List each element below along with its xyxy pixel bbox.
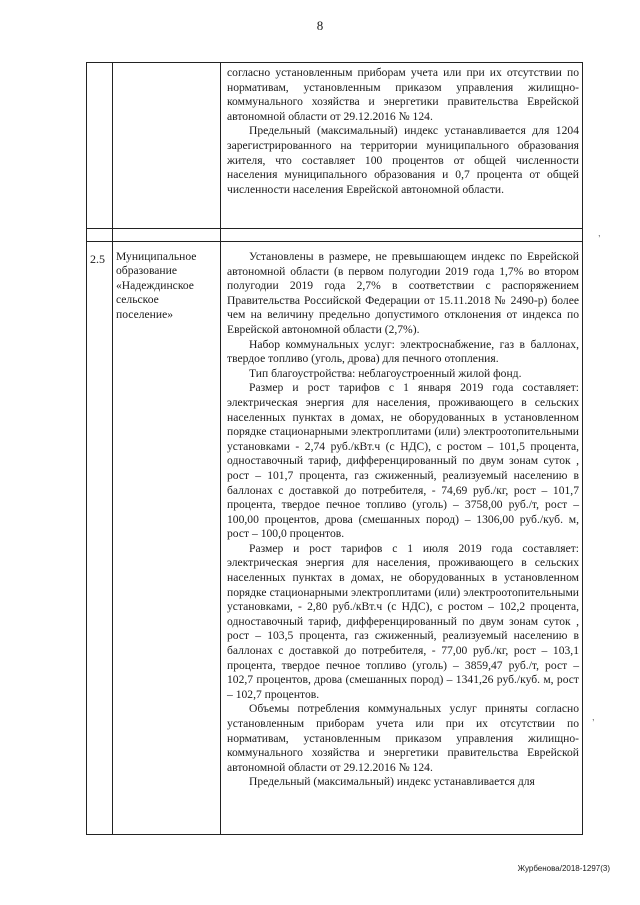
table-row <box>87 63 583 229</box>
paragraph: Набор коммунальных услуг: электроснабжение, газ в баллонах, твердое топливо (уголь, дрова) для печного отопления. <box>227 337 579 366</box>
row-number-cell <box>87 63 113 229</box>
paragraph: Предельный (максимальный) индекс устанавливается для <box>249 775 535 789</box>
paragraph: Тип благоустройства: неблагоустроенный жилой фонд. <box>249 366 522 380</box>
paragraph: Установлены в размере, не превышающем индекс по Еврейской автономной области (в первом полугодии 2019 года 1,7% во втором полугодии 2019 года 2,7% в соответствии с распоряжением Правительства Российской Федерации от 15.11.2018 № 2490-р) более чем на величину предельно допустимого отклонения от индекса по Еврейской автономной области (2,7%). <box>227 250 579 336</box>
row-number-cell: 2.5 <box>87 242 113 835</box>
paragraph: Предельный (максимальный) индекс устанавливается для 1204 зарегистрированного на территории муниципального образования жителя, что составляет 100 процентов от общей численности населения муниципального образования и 0,7 процента от общей численности населения Еврейской автономной области. <box>227 124 579 196</box>
page-number: 8 <box>316 18 324 33</box>
row-name-cell <box>113 63 221 229</box>
tariff-table <box>86 62 583 835</box>
margin-speck: , <box>598 228 601 238</box>
table-row-separator <box>87 229 583 242</box>
municipality-name-cell: Муниципальное образование «Надеждинское сельское поселение» <box>113 242 221 835</box>
paragraph: Объемы потребления коммунальных услуг приняты согласно установленным приборам учета или при их отсутствии по нормативам, установленным приказом управления жилищно-коммунального хозяйства и энергетики правительства Еврейской автономной области от 29.12.2016 № 124. <box>227 702 579 774</box>
row-text-cell <box>221 63 583 229</box>
paragraph: согласно установленным приборам учета или при их отсутствии по нормативам, установленным приказом управления жилищно-коммунального хозяйства и энергетики правительства Еврейской автономной области от 29.12.2016 № 124. <box>227 66 579 123</box>
paragraph: Размер и рост тарифов с 1 июля 2019 года составляет: электрическая энергия для населения, проживающего в сельских населенных пунктах в домах, не оборудованных в установленном порядке стационарными электроплитами (или) электроотопительными установками, - 2,80 руб./кВт.ч (с НДС), с ростом – 102,2 процента, одноставочный тариф, дифференцированный по двум зонам суток , рост – 103,5 процента, газ сжиженный, реализуемый населению в баллонах с доставкой до потребителя, - 77,00 руб./кг, рост – 103,1 процента, твердое печное топливо (уголь) – 3859,47 руб./т, рост – 102,7 процентов, дрова (смешанных пород) – 1341,26 руб./куб. м, рост – 102,7 процентов. <box>227 541 579 701</box>
document-footer-code: Журбенова/2018-1297(3) <box>517 864 610 873</box>
row-text-cell <box>221 242 583 835</box>
paragraph: Размер и рост тарифов с 1 января 2019 года составляет: электрическая энергия для населения, проживающего в сельских населенных пунктах в домах, не оборудованных в установленном порядке стационарными электроплитами (или) электроотопительными установками - 2,74 руб./кВт.ч (с НДС), с ростом – 101,5 процента, одноставочный тариф, дифференцированный по двум зонам суток , рост – 101,7 процента, газ сжиженный, реализуемый населению в баллонах с доставкой до потребителя, - 74,69 руб./кг, рост – 101,7 процента, твердое печное топливо (уголь) – 3758,00 руб./т, рост – 100,00 процентов, дрова (смешанных пород) – 1306,00 руб./куб. м, рост – 100,0 процентов. <box>227 381 579 541</box>
table-row <box>87 242 583 835</box>
margin-speck: , <box>592 712 595 722</box>
